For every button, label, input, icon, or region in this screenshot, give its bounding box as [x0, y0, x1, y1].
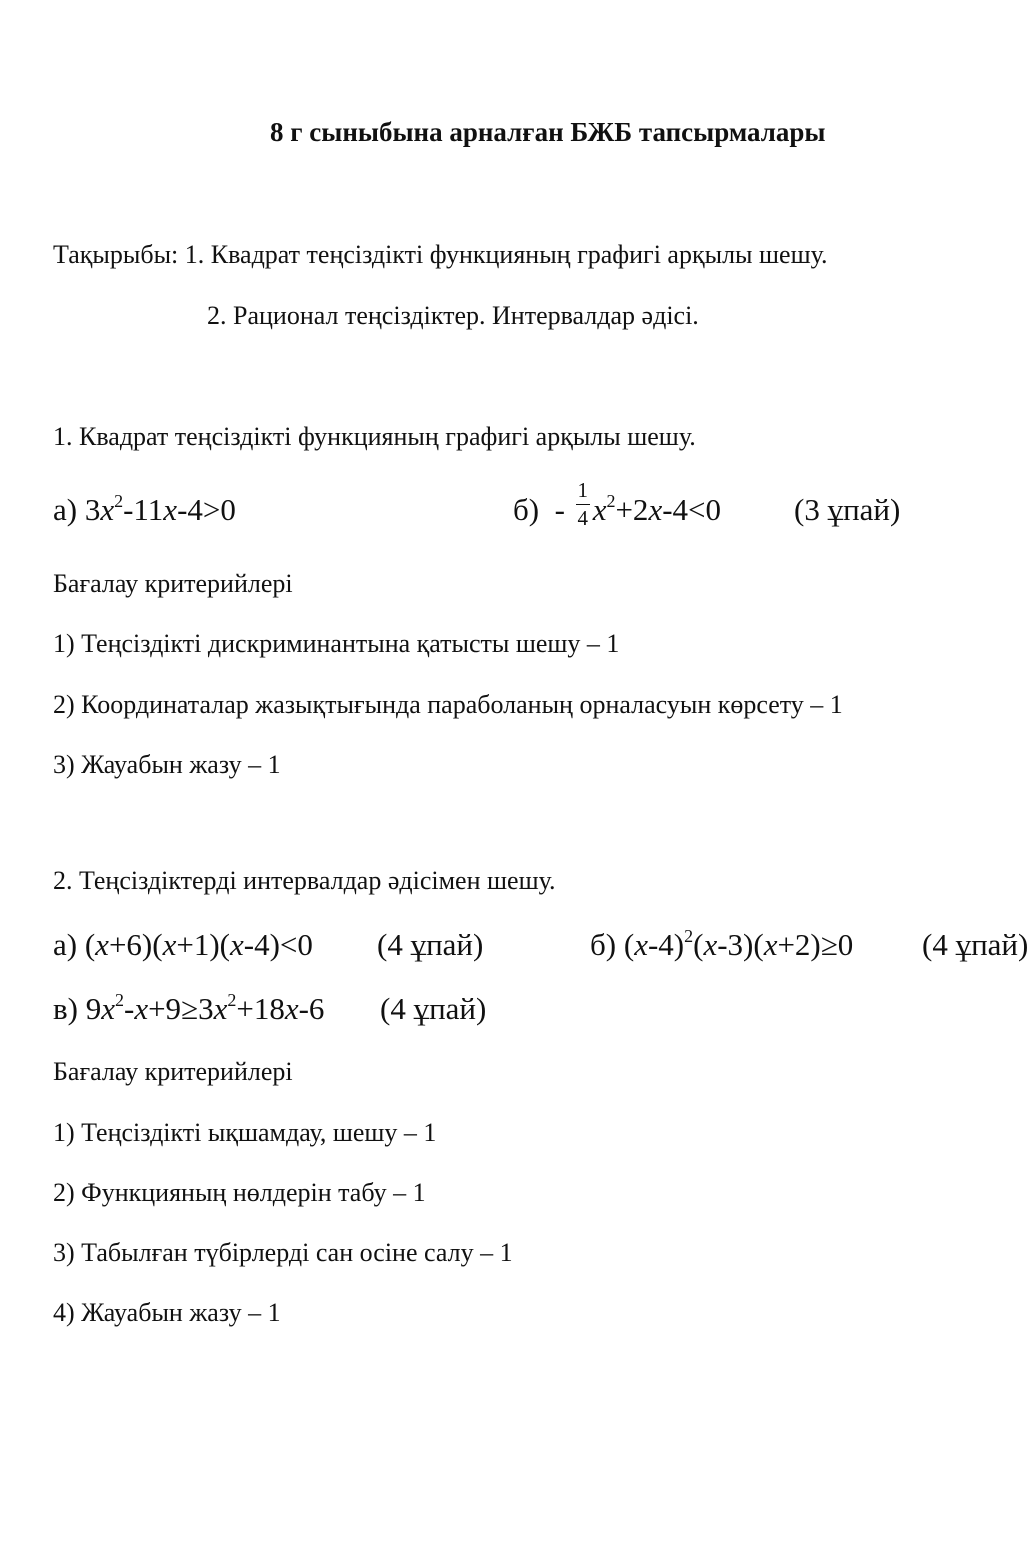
topic-item-2: 2. Рационал теңсіздіктер. Интервалдар әдісі.: [207, 301, 699, 330]
task2-b-expression: б) $(x-4)^2(x-3)(x+2)\ge 0$: [590, 926, 854, 962]
task2-b-label: б): [590, 927, 617, 962]
task2-c-label: в): [53, 991, 78, 1026]
task2-criterion-4: 4) Жауабын жазу – 1: [53, 1298, 281, 1327]
topic-item-1: 1. Квадрат теңсіздікті функцияның графигі арқылы шешу.: [184, 240, 828, 269]
task1-a-expression: а) $3x^2-11x-4>0$: [53, 491, 236, 527]
task2-heading: 2. Теңсіздіктерді интервалдар әдісімен шешу.: [53, 866, 556, 895]
task2-criteria-heading: Бағалау критерийлері: [53, 1057, 293, 1086]
task1-a-label: а): [53, 492, 78, 527]
task1-points: (3 ұпай): [794, 492, 901, 527]
task1-criterion-1: 1) Теңсіздікті дискриминантына қатысты шешу – 1: [53, 629, 620, 658]
fraction: $\frac{1}{4}$: [577, 478, 588, 530]
task2-c-expression: в) $9x^2-x+9\ge 3x^2+18x-6$: [53, 990, 325, 1026]
task1-heading: 1. Квадрат теңсіздікті функцияның графигі арқылы шешу.: [53, 422, 696, 451]
page-title: 8 г сыныбына арналған БЖБ тапсырмалары: [270, 117, 826, 147]
task1-b-label: б): [513, 492, 540, 527]
task1-criteria-heading: Бағалау критерийлері: [53, 569, 293, 598]
topic-label: Тақырыбы:: [53, 240, 179, 269]
task2-criterion-3: 3) Табылған түбірлерді сан осіне салу – 1: [53, 1238, 513, 1267]
task1-b-expression: б) - $\frac{1}{4}$ $x^2+2x-4<0$: [513, 478, 722, 530]
task2-a-label: а): [53, 927, 78, 962]
task2-c-points: (4 ұпай): [380, 991, 487, 1026]
task2-b-points: (4 ұпай): [922, 927, 1029, 962]
task1-criterion-2: 2) Координаталар жазықтығында параболаның орналасуын көрсету – 1: [53, 690, 843, 719]
task2-a-expression: а) (x+6)(x+1)(x-4)<0: [53, 927, 313, 962]
task2-a-points: (4 ұпай): [377, 927, 484, 962]
task2-criterion-1: 1) Теңсіздікті ықшамдау, шешу – 1: [53, 1118, 437, 1147]
topic-line-1: [53, 240, 828, 270]
task1-criterion-3: 3) Жауабын жазу – 1: [53, 750, 281, 779]
task2-criterion-2: 2) Функцияның нөлдерін табу – 1: [53, 1178, 426, 1207]
